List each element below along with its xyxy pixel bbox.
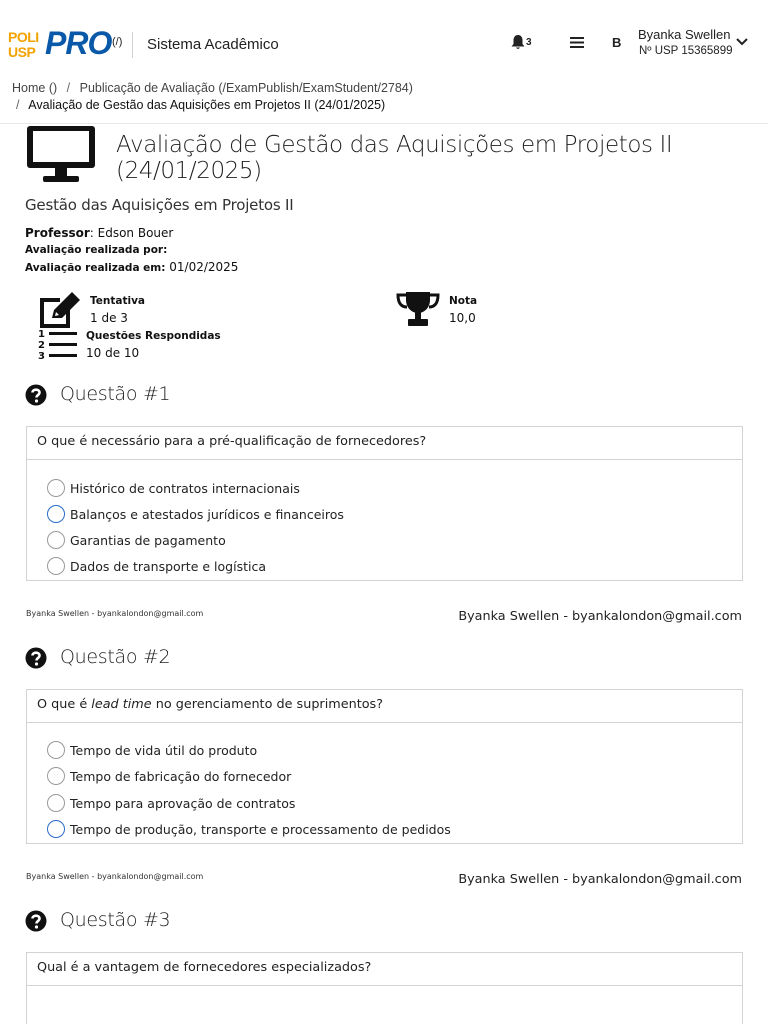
footer-user-large: Byanka Swellen - byankalondon@gmail.com: [458, 609, 742, 624]
svg-text:1: 1: [38, 329, 45, 340]
app-title: Sistema Acadêmico: [147, 36, 279, 53]
question-title: Questão #3: [60, 909, 171, 931]
performed-by-label: Avaliação realizada por:: [25, 244, 168, 256]
logo-usp-text: USP: [8, 44, 36, 60]
page-title: Avaliação de Gestão das Aquisições em Projetos II (24/01/2025): [116, 132, 673, 184]
question-prompt-text: O que é: [37, 697, 92, 712]
chevron-down-icon[interactable]: [735, 37, 749, 47]
polipro-logo[interactable]: [8, 25, 123, 62]
radio-button[interactable]: [47, 479, 65, 497]
performed-on-line: [25, 260, 238, 274]
header-divider: [132, 32, 133, 58]
performed-on-value: 01/02/2025: [169, 260, 239, 274]
question-circle-icon: [25, 384, 47, 406]
breadcrumb: [0, 78, 768, 124]
svg-text:3: 3: [38, 351, 45, 361]
answer-option-label: Balanços e atestados jurídicos e financeiros: [70, 507, 344, 522]
question-card: [26, 952, 743, 1024]
question-card: [26, 426, 743, 581]
question-prompt: [27, 427, 742, 460]
performed-on-label: Avaliação realizada em:: [25, 262, 166, 274]
professor-line: [25, 226, 173, 240]
answered-label: Questões Respondidas: [86, 330, 221, 342]
breadcrumb-home[interactable]: Home (): [12, 81, 58, 95]
question-circle-icon: [25, 647, 47, 669]
breadcrumb-current: Avaliação de Gestão das Aquisições em Projetos II (24/01/2025): [28, 98, 386, 112]
attempt-label: Tentativa: [90, 295, 146, 307]
logo-home-link[interactable]: (/): [112, 36, 123, 48]
radio-button-selected[interactable]: [47, 505, 65, 523]
trophy-icon: [396, 290, 440, 328]
question-title: Questão #1: [60, 383, 171, 405]
user-avatar-initial[interactable]: B: [612, 35, 622, 50]
radio-button[interactable]: [47, 531, 65, 549]
menu-icon[interactable]: [569, 36, 585, 49]
radio-button[interactable]: [47, 767, 65, 785]
grade-label: Nota: [449, 295, 478, 307]
monitor-icon: [25, 124, 97, 184]
radio-button[interactable]: [47, 741, 65, 759]
logo-poli-text: POLI: [8, 29, 39, 45]
answer-option-label: Dados de transporte e logística: [70, 559, 266, 574]
answer-option-label: Tempo de fabricação do fornecedor: [70, 769, 292, 784]
answer-option-label: Tempo para aprovação de contratos: [70, 796, 296, 811]
answer-option-label: Tempo de vida útil do produto: [70, 743, 258, 758]
question-prompt-text: no gerenciamento de suprimentos?: [151, 697, 384, 712]
question-prompt-text: O que é necessário para a pré-qualificação de fornecedores?: [37, 434, 427, 449]
question-card: [26, 689, 743, 844]
question-title: Questão #2: [60, 646, 171, 668]
breadcrumb-separator: /: [66, 81, 71, 95]
breadcrumb-publish[interactable]: Publicação de Avaliação (/ExamPublish/ExamStudent/2784): [79, 81, 413, 95]
question-prompt-text: Qual é a vantagem de fornecedores especializados?: [37, 960, 372, 975]
footer-user-large: Byanka Swellen - byankalondon@gmail.com: [458, 872, 742, 887]
edit-document-icon: [36, 290, 82, 330]
answer-option-label: Histórico de contratos internacionais: [70, 481, 300, 496]
radio-button[interactable]: [47, 557, 65, 575]
course-name: Gestão das Aquisições em Projetos II: [25, 196, 294, 214]
professor-label: Professor: [25, 226, 90, 240]
footer-user-small: Byanka Swellen - byankalondon@gmail.com: [26, 872, 204, 881]
performed-by-line: [25, 244, 167, 256]
footer-user-small: Byanka Swellen - byankalondon@gmail.com: [26, 609, 204, 618]
question-circle-icon: [25, 910, 47, 932]
question-prompt-emphasis: lead time: [91, 697, 152, 712]
grade-value: 10,0: [449, 311, 476, 325]
logo-pro-text: PRO: [45, 25, 112, 61]
breadcrumb-separator: /: [16, 98, 20, 112]
answer-option-label: Garantias de pagamento: [70, 533, 226, 548]
top-header: [0, 0, 768, 78]
radio-button[interactable]: [47, 794, 65, 812]
bell-icon: [510, 34, 526, 51]
attempt-value: 1 de 3: [90, 311, 128, 325]
numbered-list-icon: [37, 327, 79, 361]
answer-option-label: Tempo de produção, transporte e processamento de pedidos: [70, 822, 451, 837]
answered-value: 10 de 10: [86, 346, 140, 360]
notification-count: 3: [526, 37, 532, 48]
svg-text:2: 2: [38, 340, 45, 351]
user-id: Nº USP 15365899: [639, 45, 733, 57]
question-prompt: [27, 690, 742, 723]
notifications-button[interactable]: [510, 34, 536, 52]
user-name[interactable]: Byanka Swellen: [638, 27, 731, 42]
question-prompt: [27, 953, 742, 986]
radio-button-selected[interactable]: [47, 820, 65, 838]
professor-value: : Edson Bouer: [89, 226, 174, 240]
